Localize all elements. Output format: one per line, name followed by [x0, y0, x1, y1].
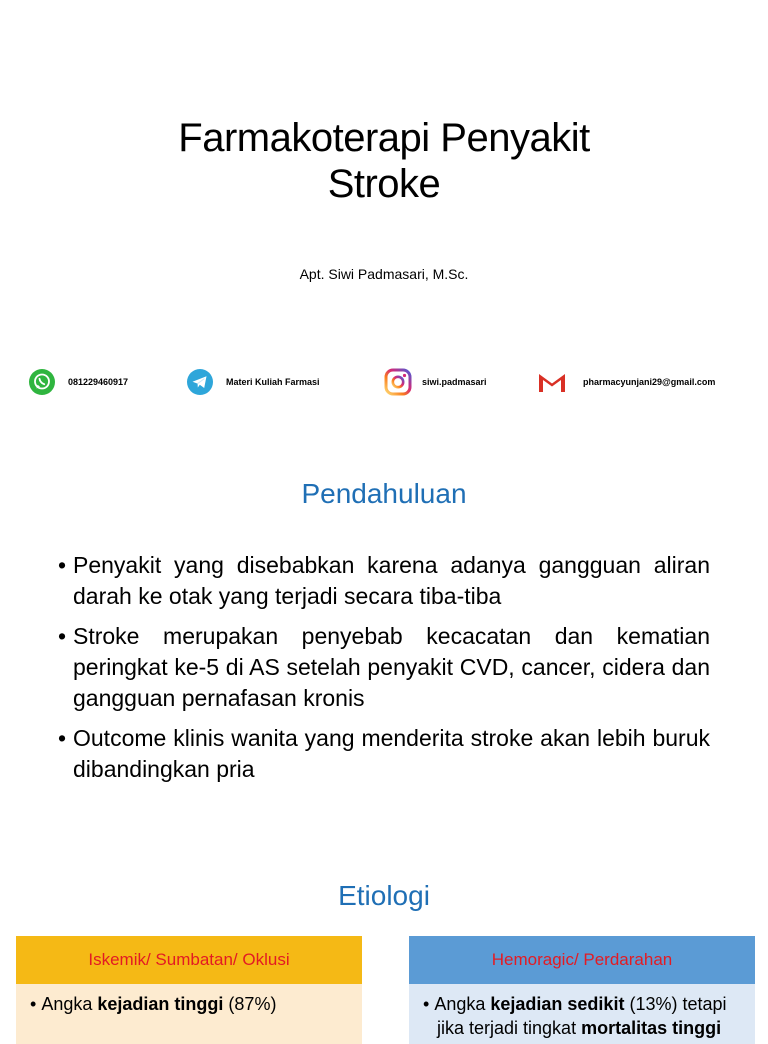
hemorrhagic-box	[409, 936, 755, 1036]
title-slide	[0, 0, 768, 440]
hemorrhagic-text-bold: kejadian sedikit	[490, 994, 625, 1014]
etiology-heading: Etiologi	[338, 880, 430, 911]
introduction-heading: Pendahuluan	[301, 478, 467, 509]
hemorrhagic-box-body	[409, 984, 755, 1044]
list-item: • Outcome klinis wanita yang menderita stroke akan lebih buruk dibandingkan pria	[58, 723, 710, 785]
hemorrhagic-text-prefix: Angka	[434, 994, 486, 1014]
list-item: • Angka kejadian tinggi (87%)	[30, 994, 277, 1014]
hemorrhagic-line2-bold: mortalitas tinggi	[581, 1018, 722, 1038]
introduction-bullet-list	[58, 550, 710, 794]
title-line-1: Farmakoterapi Penyakit	[178, 116, 590, 160]
telegram-icon	[186, 368, 214, 396]
hemorrhagic-line2-prefix: jika terjadi tingkat	[437, 1018, 577, 1038]
introduction-slide	[0, 440, 768, 840]
list-item: • Penyakit yang disebabkan karena adanya gangguan aliran darah ke otak yang terjadi secara tiba-tiba	[58, 550, 710, 612]
etiology-slide	[0, 840, 768, 1038]
ischemic-text-prefix: Angka	[41, 994, 93, 1014]
list-item: • Angka kejadian sedikit (13%) tetapi	[423, 994, 727, 1014]
ischemic-box-body	[16, 984, 362, 1044]
whatsapp-icon	[28, 368, 56, 396]
contact-whatsapp[interactable]	[28, 362, 128, 402]
telegram-channel: Materi Kuliah Farmasi	[226, 377, 320, 387]
gmail-icon	[538, 368, 566, 396]
title-line-2: Stroke	[327, 162, 441, 206]
contact-gmail[interactable]	[538, 362, 715, 402]
ischemic-text-bold: kejadian tinggi	[97, 994, 224, 1014]
contact-telegram[interactable]	[186, 362, 320, 402]
contact-row	[0, 362, 768, 402]
email-address: pharmacyunjani29@gmail.com	[583, 377, 716, 387]
presentation-title	[0, 115, 768, 207]
author-name: Apt. Siwi Padmasari, M.Sc.	[299, 266, 469, 282]
whatsapp-number: 081229460917	[68, 377, 129, 387]
list-item: • Stroke merupakan penyebab kecacatan dan kematian peringkat ke-5 di AS setelah penyakit CVD, cancer, cidera dan gangguan pernafasan kronis	[58, 621, 710, 714]
ischemic-box	[16, 936, 362, 1036]
ischemic-box-header: Iskemik/ Sumbatan/ Oklusi	[16, 936, 362, 984]
instagram-handle: siwi.padmasari	[422, 377, 487, 387]
ischemic-text-suffix: (87%)	[228, 994, 277, 1014]
hemorrhagic-text-line-2	[423, 1016, 745, 1040]
hemorrhagic-text-suffix: (13%) tetapi	[629, 994, 727, 1014]
instagram-icon	[384, 368, 412, 396]
hemorrhagic-box-header: Hemoragic/ Perdarahan	[409, 936, 755, 984]
contact-instagram[interactable]	[384, 362, 487, 402]
